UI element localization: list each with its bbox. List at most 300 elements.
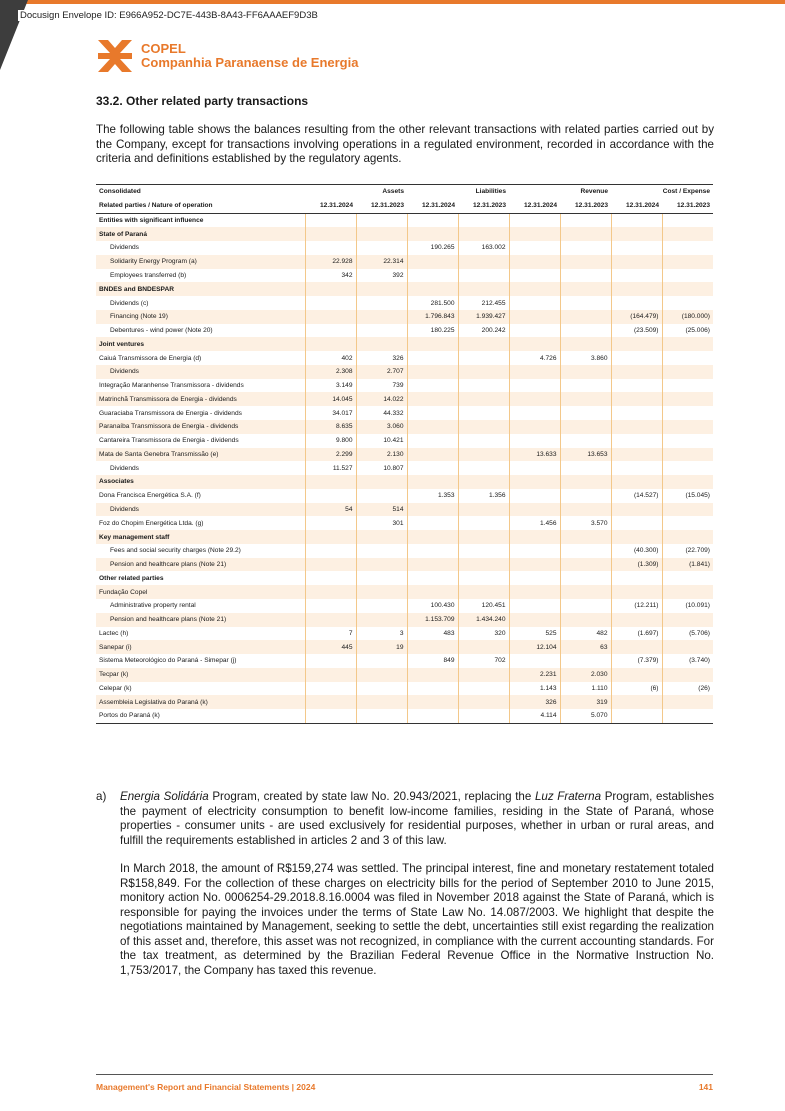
table-cell: 14.022 [356, 392, 407, 406]
table-cell [611, 379, 662, 393]
table-cell: 200.242 [458, 324, 509, 338]
table-cell: 392 [356, 269, 407, 283]
row-label: Debentures - wind power (Note 20) [110, 327, 213, 335]
table-cell [509, 213, 560, 227]
row-label: Caiuá Transmissora de Energia (d) [99, 354, 202, 362]
table-cell [458, 682, 509, 696]
table-cell [458, 365, 509, 379]
table-row [96, 489, 713, 503]
table-cell [662, 269, 713, 283]
table-row [96, 599, 713, 613]
table-row [96, 613, 713, 627]
table-cell [458, 351, 509, 365]
table-cell [560, 269, 611, 283]
table-cell [560, 392, 611, 406]
table-row [96, 668, 713, 682]
table-cell: 54 [305, 503, 356, 517]
table-cell [509, 310, 560, 324]
table-cell [560, 475, 611, 489]
table-cell [662, 282, 713, 296]
date-header: 12.31.2023 [356, 199, 407, 213]
table-cell: 2.299 [305, 448, 356, 462]
table-cell: 525 [509, 627, 560, 641]
company-logo [96, 38, 358, 74]
table-cell: 7 [305, 627, 356, 641]
table-cell [356, 682, 407, 696]
table-cell [407, 682, 458, 696]
table-cell [509, 269, 560, 283]
row-label: Dividends (c) [110, 299, 149, 307]
row-header-label: Related parties / Nature of operation [96, 199, 305, 213]
table-cell [611, 709, 662, 723]
row-label: Employees transferred (b) [110, 271, 187, 279]
table-cell [662, 516, 713, 530]
date-header: 12.31.2024 [407, 199, 458, 213]
table-cell [356, 310, 407, 324]
table-cell [611, 337, 662, 351]
table-group-header [96, 185, 713, 199]
table-cell: 2.130 [356, 448, 407, 462]
table-cell [356, 337, 407, 351]
table-row [96, 365, 713, 379]
table-cell [611, 585, 662, 599]
page-number: 141 [698, 1082, 713, 1092]
table-cell: 10.421 [356, 434, 407, 448]
table-cell [458, 213, 509, 227]
table-cell: 326 [356, 351, 407, 365]
table-cell: (5.706) [662, 627, 713, 641]
table-cell [509, 337, 560, 351]
table-cell [611, 613, 662, 627]
group-revenue: Revenue [509, 185, 611, 199]
table-cell [509, 503, 560, 517]
table-cell [458, 475, 509, 489]
table-cell [356, 282, 407, 296]
table-cell [458, 379, 509, 393]
row-label: Paranaíba Transmissora de Energia - dividends [96, 420, 305, 434]
table-row [96, 379, 713, 393]
table-row [96, 516, 713, 530]
table-cell [662, 475, 713, 489]
table-cell [560, 599, 611, 613]
footnote-marker: a) [96, 790, 107, 803]
table-cell [560, 571, 611, 585]
table-cell: 3.860 [560, 351, 611, 365]
table-cell: 13.653 [560, 448, 611, 462]
table-cell [509, 654, 560, 668]
table-cell [509, 227, 560, 241]
table-cell [407, 227, 458, 241]
table-cell [458, 434, 509, 448]
table-cell [509, 255, 560, 269]
table-cell: 180.225 [407, 324, 458, 338]
table-cell: 22.314 [356, 255, 407, 269]
table-cell: 4.726 [509, 351, 560, 365]
table-cell: (40.300) [611, 544, 662, 558]
table-cell [560, 213, 611, 227]
table-cell [407, 434, 458, 448]
table-cell [407, 351, 458, 365]
table-cell [611, 461, 662, 475]
table-cell [458, 461, 509, 475]
table-cell [458, 269, 509, 283]
table-row [96, 585, 713, 599]
table-cell: (164.479) [611, 310, 662, 324]
table-cell [611, 640, 662, 654]
table-cell [611, 571, 662, 585]
row-label: Financing (Note 19) [96, 310, 305, 324]
table-row [96, 558, 713, 572]
table-cell [560, 613, 611, 627]
table-cell [458, 668, 509, 682]
table-cell [458, 448, 509, 462]
table-row [96, 241, 713, 255]
table-cell [560, 558, 611, 572]
table-cell [509, 392, 560, 406]
table-row [96, 282, 713, 296]
brand-full-name: Companhia Paranaense de Energia [141, 55, 359, 70]
table-cell [560, 434, 611, 448]
table-cell [305, 654, 356, 668]
footnote-a [96, 790, 714, 848]
row-label: Fees and social security charges (Note 29.2) [110, 547, 241, 555]
intro-paragraph: The following table shows the balances resulting from the other relevant transactions with related parties carried out by the Company, except for transactions involving operations in a regulated environment, recorded in accordance with the criteria and definitions established by the regulatory agents. [96, 123, 714, 165]
table-cell [560, 310, 611, 324]
table-cell [662, 227, 713, 241]
row-label: Matrinchã Transmissora de Energia - dividends [96, 392, 305, 406]
table-cell [560, 365, 611, 379]
table-cell [509, 282, 560, 296]
table-cell: 13.633 [509, 448, 560, 462]
table-cell [509, 558, 560, 572]
table-cell [662, 241, 713, 255]
table-cell [662, 461, 713, 475]
table-cell [407, 365, 458, 379]
table-cell [305, 613, 356, 627]
table-cell [356, 709, 407, 723]
table-cell [458, 530, 509, 544]
row-label: Other related parties [99, 574, 164, 582]
table-cell: (25.006) [662, 324, 713, 338]
program-name: Luz Fraterna [534, 790, 602, 803]
table-cell [662, 337, 713, 351]
table-cell [662, 213, 713, 227]
table-cell [611, 695, 662, 709]
table-cell: 402 [305, 351, 356, 365]
table-cell [356, 475, 407, 489]
table-cell: 12.104 [509, 640, 560, 654]
table-row [96, 709, 713, 723]
table-cell [458, 282, 509, 296]
table-cell [509, 379, 560, 393]
table-cell [509, 420, 560, 434]
table-cell [560, 585, 611, 599]
table-cell [611, 227, 662, 241]
table-cell [662, 709, 713, 723]
table-cell [305, 296, 356, 310]
table-cell [305, 213, 356, 227]
table-cell [305, 241, 356, 255]
footnote-text: Program, created by state law No. 20.943/2021, replacing the [208, 790, 535, 803]
table-cell [356, 585, 407, 599]
table-cell [356, 544, 407, 558]
row-label: Sanepar (i) [96, 640, 305, 654]
table-cell: (6) [611, 682, 662, 696]
table-cell: 1.434.240 [458, 613, 509, 627]
table-corner-label: Consolidated [96, 185, 305, 199]
table-cell: 849 [407, 654, 458, 668]
table-cell [305, 709, 356, 723]
table-cell [305, 695, 356, 709]
table-cell [356, 695, 407, 709]
copel-logo-icon [96, 38, 134, 74]
row-label: Key management staff [96, 530, 305, 544]
table-cell [509, 434, 560, 448]
table-cell [458, 516, 509, 530]
table-cell: 22.928 [305, 255, 356, 269]
table-cell: 14.045 [305, 392, 356, 406]
table-cell [458, 544, 509, 558]
table-cell: 514 [356, 503, 407, 517]
table-cell: 326 [509, 695, 560, 709]
table-cell [560, 489, 611, 503]
table-cell [662, 695, 713, 709]
table-cell [611, 241, 662, 255]
row-label: Fundação Copel [96, 585, 305, 599]
table-cell: 19 [356, 640, 407, 654]
table-cell [611, 365, 662, 379]
table-cell: 163.002 [458, 241, 509, 255]
table-cell [407, 269, 458, 283]
table-cell [611, 255, 662, 269]
table-row [96, 640, 713, 654]
table-row [96, 434, 713, 448]
table-cell [509, 571, 560, 585]
table-cell [662, 296, 713, 310]
table-cell: 1.153.709 [407, 613, 458, 627]
table-cell [458, 420, 509, 434]
table-cell [509, 613, 560, 627]
table-cell [356, 213, 407, 227]
table-cell [458, 227, 509, 241]
row-label: Sistema Meteorológico do Paraná - Simepar (j) [99, 657, 237, 665]
table-cell [407, 571, 458, 585]
table-cell [305, 324, 356, 338]
row-label: Cantareira Transmissora de Energia - dividends [99, 437, 239, 445]
table-row [96, 296, 713, 310]
table-cell: (14.527) [611, 489, 662, 503]
table-cell [458, 337, 509, 351]
table-cell [458, 558, 509, 572]
table-cell [407, 420, 458, 434]
row-label: Associates [96, 475, 305, 489]
group-liabilities: Liabilities [407, 185, 509, 199]
table-cell [560, 227, 611, 241]
table-cell [611, 516, 662, 530]
table-cell: 739 [356, 379, 407, 393]
table-cell [560, 406, 611, 420]
table-cell [662, 255, 713, 269]
table-row [96, 255, 713, 269]
table-row [96, 227, 713, 241]
row-label: Joint ventures [96, 337, 305, 351]
table-cell [509, 461, 560, 475]
table-cell [356, 613, 407, 627]
table-cell [611, 668, 662, 682]
table-cell [662, 420, 713, 434]
table-row [96, 448, 713, 462]
table-cell [662, 351, 713, 365]
table-cell [611, 296, 662, 310]
table-cell: 3.570 [560, 516, 611, 530]
row-label: Mata de Santa Genebra Transmissão (e) [96, 448, 305, 462]
table-cell: 2.707 [356, 365, 407, 379]
row-label: State of Paraná [96, 227, 305, 241]
table-cell: 1.353 [407, 489, 458, 503]
table-cell [611, 448, 662, 462]
table-cell [509, 475, 560, 489]
table-cell: 2.308 [305, 365, 356, 379]
table-row [96, 310, 713, 324]
table-cell [611, 503, 662, 517]
table-cell [509, 585, 560, 599]
table-row [96, 544, 713, 558]
envelope-id: Docusign Envelope ID: E966A952-DC7E-443B-8A43-FF6AAAEF9D3B [20, 10, 318, 21]
table-cell [356, 324, 407, 338]
row-label: Dividends [96, 503, 305, 517]
table-cell: 342 [305, 269, 356, 283]
table-cell: 9.800 [305, 434, 356, 448]
table-cell: 320 [458, 627, 509, 641]
row-label: Administrative property rental [110, 602, 196, 610]
table-cell [560, 544, 611, 558]
table-cell [560, 324, 611, 338]
table-cell [662, 406, 713, 420]
table-cell: 212.455 [458, 296, 509, 310]
row-label: Entities with significant influence [99, 216, 204, 224]
table-cell [611, 392, 662, 406]
row-label: BNDES and BNDESPAR [96, 282, 305, 296]
table-cell [305, 599, 356, 613]
table-cell [407, 255, 458, 269]
table-row [96, 213, 713, 227]
table-cell [611, 420, 662, 434]
table-cell [662, 503, 713, 517]
table-cell [509, 599, 560, 613]
table-cell [611, 269, 662, 283]
table-row [96, 475, 713, 489]
table-cell [458, 503, 509, 517]
table-cell [407, 406, 458, 420]
table-cell [560, 461, 611, 475]
row-label: Celepar (k) [99, 684, 132, 692]
table-cell [407, 709, 458, 723]
table-cell: (1.697) [611, 627, 662, 641]
table-cell [611, 475, 662, 489]
footnote-a-paragraph: In March 2018, the amount of R$159,274 was settled. The principal interest, fine and monetary restatement totaled R$158,849. For the collection of these charges on electricity bills for the period of September 2010 to June 2015, monitory action No. 0006254-29.2018.8.16.0004 was filed in November 2018 against the State of Paraná, which is responsible for paying the invoices under the terms of State Law No. 14.087/2003. We highlight that despite the negotiations maintained by Management, seeking to settle the debt, uncertainties still exist regarding the realization of this asset and, therefore, this asset was not recognized, in compliance with the current accounting standards. For the tax treatment, as determined by the Brazilian Federal Revenue Office in the Normative Instruction No. 1,753/2017, the Company has taxed this revenue. [120, 862, 714, 977]
table-cell [407, 392, 458, 406]
table-row [96, 695, 713, 709]
table-cell [407, 516, 458, 530]
table-cell [509, 530, 560, 544]
table-row [96, 406, 713, 420]
table-cell [407, 461, 458, 475]
date-header: 12.31.2023 [662, 199, 713, 213]
table-cell [356, 296, 407, 310]
table-date-header [96, 199, 713, 213]
table-cell [305, 516, 356, 530]
table-cell: 11.527 [305, 461, 356, 475]
table-cell: 120.451 [458, 599, 509, 613]
footer-divider [96, 1074, 713, 1075]
table-row [96, 351, 713, 365]
table-row [96, 571, 713, 585]
table-row [96, 269, 713, 283]
table-cell [356, 571, 407, 585]
table-cell: 8.635 [305, 420, 356, 434]
table-cell [356, 654, 407, 668]
table-cell: (180.000) [662, 310, 713, 324]
table-cell: (3.740) [662, 654, 713, 668]
table-cell [305, 337, 356, 351]
table-cell [611, 530, 662, 544]
table-cell: 190.265 [407, 241, 458, 255]
table-row [96, 682, 713, 696]
table-cell: 702 [458, 654, 509, 668]
table-cell [458, 571, 509, 585]
table-cell [356, 530, 407, 544]
table-cell [662, 392, 713, 406]
table-cell: 1.939.427 [458, 310, 509, 324]
table-cell: 100.430 [407, 599, 458, 613]
table-cell: (22.709) [662, 544, 713, 558]
table-row [96, 503, 713, 517]
table-cell: 4.114 [509, 709, 560, 723]
table-cell: 2.231 [509, 668, 560, 682]
table-cell [305, 668, 356, 682]
group-assets: Assets [305, 185, 407, 199]
table-cell [560, 530, 611, 544]
footnote-text: Program, establishes the payment of electricity consumption to benefit low-income families, residing in the State of Paraná, whose properties - consumer units - are used exclusively for residential purposes, whether in urban or rural areas, and fulfill the requirements established in articles 2 and 3 of this law. [120, 790, 714, 847]
table-cell [662, 613, 713, 627]
table-cell [509, 296, 560, 310]
table-cell: 3 [356, 627, 407, 641]
program-name: Energia Solidária [120, 790, 209, 803]
table-cell: (15.045) [662, 489, 713, 503]
table-cell [458, 640, 509, 654]
table-cell [509, 544, 560, 558]
row-label: Dividends [96, 365, 305, 379]
table-cell: 319 [560, 695, 611, 709]
table-cell [407, 640, 458, 654]
top-accent-bar [0, 0, 785, 4]
table-cell [509, 406, 560, 420]
row-label: Integração Maranhense Transmissora - dividends [99, 382, 244, 390]
date-header: 12.31.2024 [611, 199, 662, 213]
table-cell [356, 558, 407, 572]
table-cell: 301 [356, 516, 407, 530]
table-cell [509, 489, 560, 503]
table-cell [662, 365, 713, 379]
table-cell [662, 448, 713, 462]
table-cell [407, 475, 458, 489]
table-cell [662, 585, 713, 599]
brand-name: COPEL [141, 41, 186, 56]
table-cell [509, 365, 560, 379]
table-cell [407, 337, 458, 351]
table-cell [662, 530, 713, 544]
table-cell [509, 324, 560, 338]
